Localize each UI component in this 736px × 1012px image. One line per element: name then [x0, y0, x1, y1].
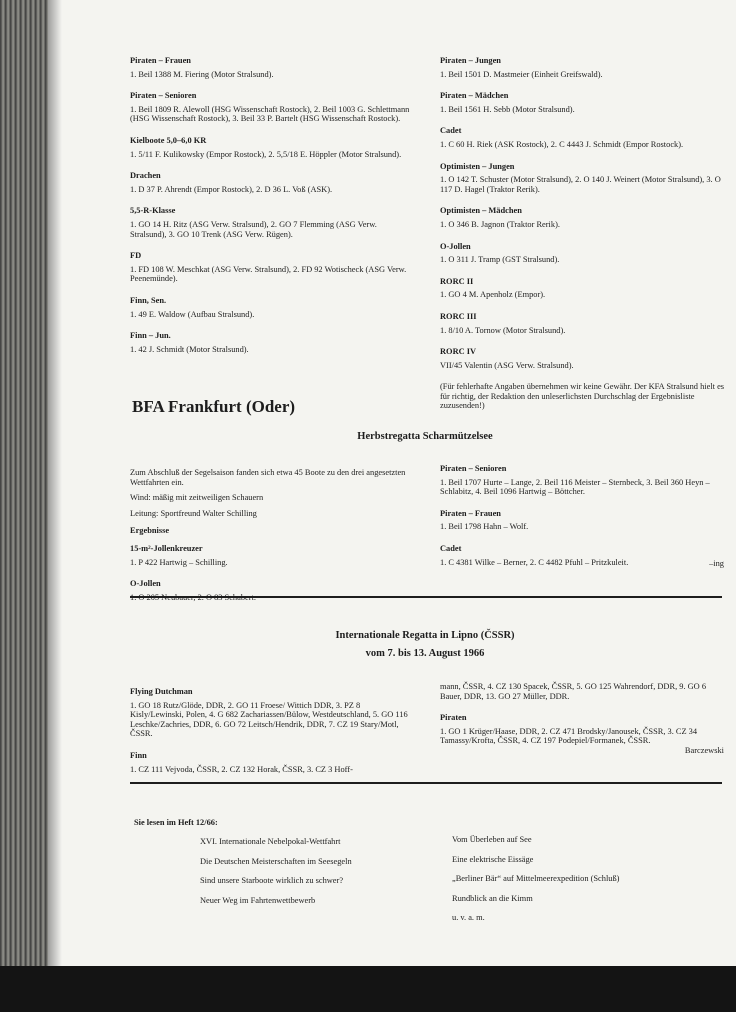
teaser-item: XVI. Internationale Nebelpokal-Wettfahrt	[200, 837, 341, 846]
bfa-entry	[130, 579, 412, 602]
results-result-text: 1. C 60 H. Riek (ASK Rostock), 2. C 4443 J. Schmidt (Empor Rostock).	[440, 139, 684, 149]
results-entry	[440, 242, 726, 265]
results-entry	[440, 126, 726, 149]
results-class-heading: Piraten – Frauen	[130, 56, 191, 65]
results-class-heading: Drachen	[130, 171, 161, 181]
results-entry	[130, 136, 412, 159]
results-class-heading: RORC III	[440, 311, 477, 321]
teaser-item: Rundblick an die Kimm	[452, 893, 533, 903]
results-entry	[130, 56, 412, 79]
bfa-wind: Wind: mäßig mit zeitweiligen Schauern	[130, 493, 264, 503]
regatta-title-lipno: Internationale Regatta in Lipno (ČSSR)	[335, 630, 515, 641]
teaser-left-list	[200, 837, 440, 915]
lipno-result-text: 1. GO 18 Rutz/Glöde, DDR, 2. GO 11 Froese/ Wittich DDR, 3. PZ 8 Kisly/Lewinski, Polen, 4. G 682 Zachariassen/Bülow, Westdeutschland, 5. GO 116 Leschke/Zachries, DDR, 6. GO 72 Leitsch/Hendrik, DDR, 7. CZ 19 Stary/Motl, ČSSR.	[130, 700, 408, 739]
bfa-result-text: 1. C 4381 Wilke – Berner, 2. C 4482 Pfuhl – Pritzkuleit.	[440, 557, 629, 567]
results-result-text: 1. FD 108 W. Meschkat (ASG Verw. Stralsund), 2. FD 92 Wotischeck (ASG Verw. Peenemünde).	[130, 264, 407, 284]
bfa-result-text: 1. P 422 Hartwig – Schilling.	[130, 557, 228, 567]
results-entry	[440, 312, 726, 335]
bfa-result-text: 1. Beil 1707 Hurte – Lange, 2. Beil 116 Meister – Sternbeck, 3. Beil 360 Heyn – Schlabitz, 4. Beil 1096 Hartwig – Böttcher.	[440, 477, 710, 497]
results-result-text: 1. Beil 1501 D. Mastmeier (Einheit Greifswald).	[440, 69, 603, 79]
results-result-text: 1. 8/10 A. Tornow (Motor Stralsund).	[440, 325, 566, 335]
teaser-item: Die Deutschen Meisterschaften im Seesegeln	[200, 856, 352, 866]
results-class-heading: O-Jollen	[440, 241, 471, 251]
teaser-right-list	[452, 835, 722, 933]
lipno-result-text: 1. GO 1 Krüger/Haase, DDR, 2. CZ 471 Brodsky/Janousek, ČSSR, 3. CZ 34 Tamassy/Krofta, ČSSR, 4. CZ 197 Podepiel/Formanek, ČSSR.	[440, 726, 698, 746]
results-entry	[440, 56, 726, 79]
results-entry	[130, 206, 412, 239]
teaser-item: u. v. a. m.	[452, 913, 485, 923]
divider-rule-top	[130, 596, 722, 598]
lipno-class-heading: Finn	[130, 750, 147, 760]
results-entry	[130, 171, 412, 194]
bfa-class-heading: O-Jollen	[130, 579, 161, 589]
lipno-class-heading: Flying Dutchman	[130, 687, 193, 696]
bfa-leitung: Leitung: Sportfreund Walter Schilling	[130, 508, 257, 518]
results-class-heading: FD	[130, 251, 142, 261]
results-result-text: 1. Beil 1561 H. Sebb (Motor Stralsund).	[440, 104, 575, 114]
lipno-entry	[130, 687, 412, 739]
results-result-text: 1. O 142 T. Schuster (Motor Stralsund), 2. O 140 J. Weinert (Motor Stralsund), 3. O 117 D. Hagel (Traktor Rerik).	[440, 175, 721, 194]
bfa-entry	[130, 544, 412, 567]
results-entry	[440, 91, 726, 114]
teaser-item: Neuer Weg im Fahrtenwettbewerb	[200, 895, 316, 905]
regatta-title-scharmuetzelsee: Herbstregatta Scharmützelsee	[357, 431, 493, 442]
bfa-class-heading: 15-m²-Jollenkreuzer	[130, 543, 203, 553]
book-spine	[0, 0, 48, 1012]
bfa-intro: Zum Abschluß der Segelsaison fanden sich etwa 45 Boote zu den drei angesetzten Wettfahrten ein.	[130, 468, 406, 487]
bfa-ergebnisse-heading: Ergebnisse	[130, 526, 170, 536]
results-entry	[130, 331, 412, 354]
teaser-item: Sind unsere Starboote wirklich zu schwer?	[200, 876, 344, 886]
results-class-heading: Piraten – Jungen	[440, 56, 501, 65]
results-entry	[440, 277, 726, 300]
results-entry	[130, 296, 412, 319]
bfa-class-heading: Piraten – Frauen	[440, 508, 501, 518]
results-class-heading: Kielboote 5,0–6,0 KR	[130, 135, 207, 145]
results-class-heading: RORC IV	[440, 347, 477, 357]
results-class-heading: Finn, Sen.	[130, 295, 167, 305]
results-entry	[130, 91, 412, 124]
teaser-item: „Berliner Bär“ auf Mittelmeerexpedition (Schluß)	[452, 874, 620, 884]
results-class-heading: Finn – Jun.	[130, 331, 171, 341]
divider-rule-bottom	[130, 782, 722, 784]
results-entry	[440, 162, 726, 195]
lipno-class-heading: Piraten	[440, 713, 467, 723]
lipno-right-column	[440, 682, 724, 756]
lipno-result-text: 1. CZ 111 Vejvoda, ČSSR, 2. CZ 132 Horak, ČSSR, 3. CZ 3 Hoff-	[130, 764, 353, 774]
results-result-text: 1. GO 14 H. Ritz (ASG Verw. Stralsund), 2. GO 7 Flemming (ASG Verw. Stralsund), 3. GO 10 Trenk (ASG Verw. Rügen).	[130, 219, 377, 239]
results-result-text: 1. 42 J. Schmidt (Motor Stralsund).	[130, 344, 249, 354]
lipno-finn-continuation: mann, ČSSR, 4. CZ 130 Spacek, ČSSR, 5. GO 125 Wahrendorf, DDR, 9. GO 6 Bauer, DDR, 13. GO 27 Müller, DDR.	[440, 682, 707, 701]
results-entry	[440, 347, 726, 370]
bfa-entry	[440, 509, 724, 532]
results-entry	[130, 251, 412, 284]
results-class-heading: Optimisten – Mädchen	[440, 206, 522, 216]
page-gutter-shadow	[48, 0, 62, 966]
teaser-item: Vom Überleben auf See	[452, 835, 532, 844]
lipno-entry	[440, 713, 724, 746]
teaser-heading-text: Sie lesen im Heft 12/66:	[134, 818, 218, 827]
bfa-result-text: 1. Beil 1798 Hahn – Wolf.	[440, 522, 529, 532]
results-class-heading: Piraten – Senioren	[130, 91, 197, 101]
scan-background	[0, 966, 736, 1012]
results-entry	[440, 206, 726, 229]
bfa-left-column	[130, 468, 412, 614]
results-class-heading: Optimisten – Jungen	[440, 161, 515, 171]
results-result-text: 1. D 37 P. Ahrendt (Empor Rostock), 2. D 36 L. Voß (ASK).	[130, 184, 333, 194]
results-class-heading: 5,5-R-Klasse	[130, 206, 176, 216]
results-left-column	[130, 56, 412, 366]
lipno-entry	[130, 751, 412, 774]
teaser-heading	[134, 818, 334, 828]
results-result-text: 1. 5/11 F. Kulikowsky (Empor Rostock), 2. 5,5/18 E. Höppler (Motor Stralsund).	[130, 149, 402, 159]
disclaimer-text: (Für fehlerhafte Angaben übernehmen wir keine Gewähr. Der KFA Stralsund hielt es für richtig, der Redaktion den unleserlichsten Durchschlag der Ergebnisliste zuzusenden!)	[440, 382, 725, 411]
section-title-bfa: BFA Frankfurt (Oder)	[132, 397, 296, 416]
lipno-left-column	[130, 687, 412, 786]
teaser-item: Eine elektrische Eissäge	[452, 854, 534, 864]
lipno-signature: Barczewski	[684, 745, 724, 755]
results-right-column	[440, 56, 726, 411]
results-result-text: VII/45 Valentin (ASG Verw. Stralsund).	[440, 360, 574, 370]
bfa-signature: –ing	[709, 559, 724, 569]
bfa-right-column	[440, 464, 724, 569]
bfa-class-heading: Cadet	[440, 543, 462, 553]
results-result-text: 1. O 346 B. Jagnon (Traktor Rerik).	[440, 219, 560, 229]
results-result-text: 1. Beil 1809 R. Alewoll (HSG Wissenschaft Rostock), 2. Beil 1003 G. Schlettmann (HSG Wissenschaft Rostock), 3. Beil 33 P. Bartelt (HSG Wissenschaft Rostock).	[130, 104, 410, 124]
results-result-text: 1. Beil 1388 M. Fiering (Motor Stralsund).	[130, 69, 274, 79]
bfa-class-heading: Piraten – Senioren	[440, 464, 507, 473]
results-result-text: 1. GO 4 M. Apenholz (Empor).	[440, 290, 546, 300]
regatta-dates-lipno: vom 7. bis 13. August 1966	[365, 648, 485, 659]
results-result-text: 1. 49 E. Waldow (Aufbau Stralsund).	[130, 309, 255, 319]
results-class-heading: RORC II	[440, 276, 474, 286]
bfa-entry	[440, 464, 724, 497]
results-class-heading: Cadet	[440, 126, 462, 136]
results-result-text: 1. O 311 J. Tramp (GST Stralsund).	[440, 255, 560, 265]
results-class-heading: Piraten – Mädchen	[440, 91, 509, 101]
